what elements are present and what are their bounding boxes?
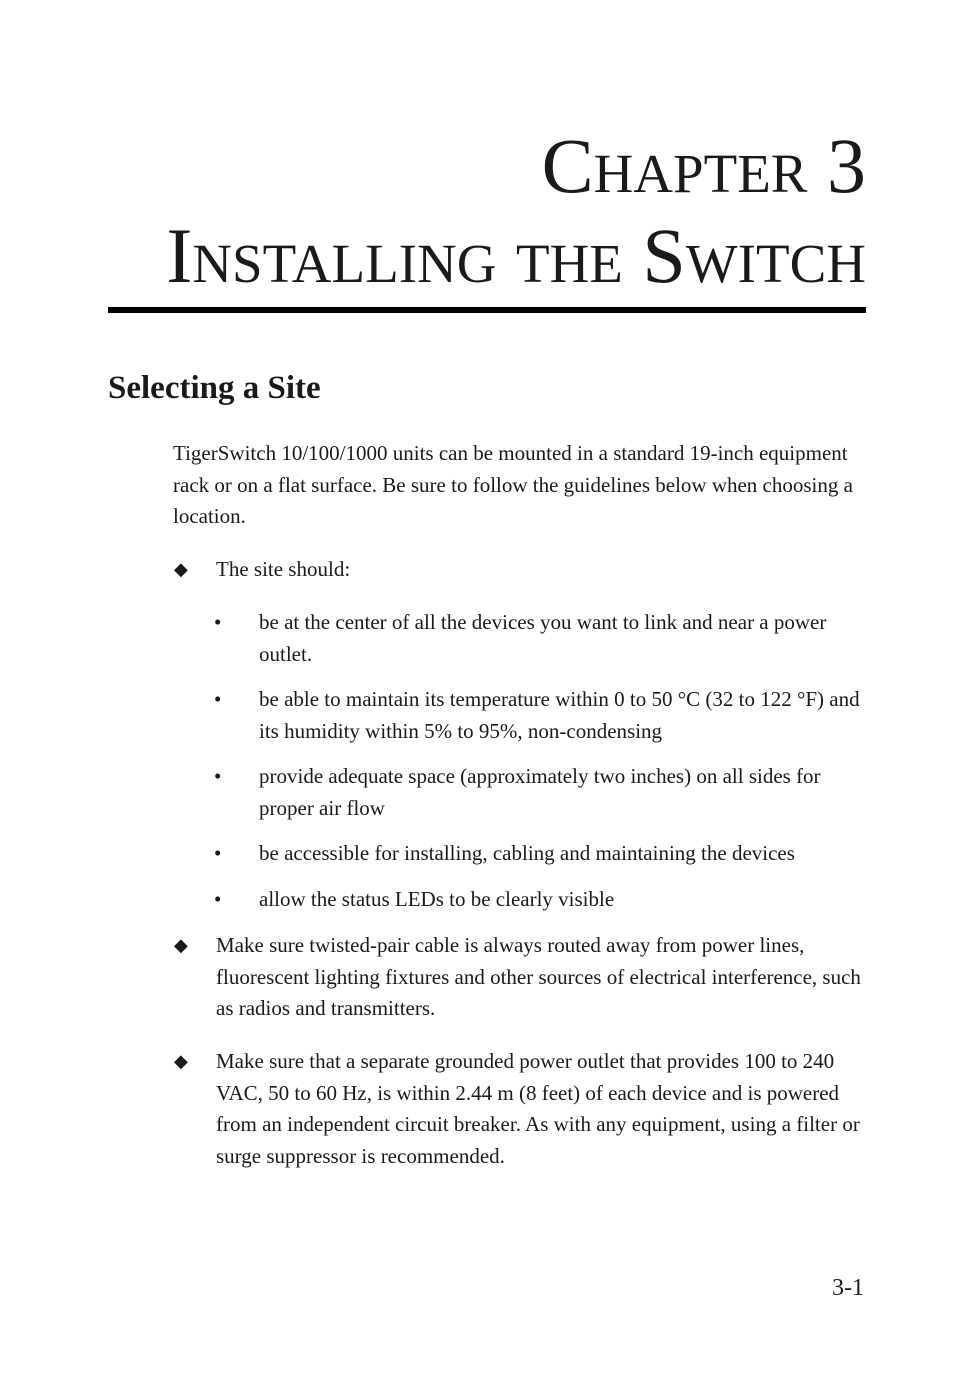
section-heading: Selecting a Site	[108, 370, 321, 406]
intro-paragraph: TigerSwitch 10/100/1000 units can be mounted in a standard 19-inch equipment rack or on a flat surface. Be sure to follow the guidelines below when choosing a location.	[173, 441, 853, 528]
diamond-bullet-icon: ◆	[174, 1051, 188, 1071]
chapter-title: Installing the Switch	[166, 212, 866, 299]
diamond-bullet-icon: ◆	[174, 935, 188, 955]
bullet-dot-icon: •	[214, 610, 222, 634]
bullet-dot-icon: •	[214, 841, 222, 865]
site-requirement-item: be accessible for installing, cabling and maintaining the devices	[259, 841, 795, 865]
chapter-divider-rule	[108, 307, 866, 313]
chapter-number: Chapter 3	[541, 122, 866, 209]
guideline-item: Make sure that a separate grounded power outlet that provides 100 to 240 VAC, 50 to 60 Hz, is within 2.44 m (8 feet) of each device and is powered from an independent circuit breaker. As with any equipment, using a filter or surge suppressor is recommended.	[216, 1049, 860, 1168]
page-number: 3-1	[832, 1275, 864, 1301]
site-requirement-item: provide adequate space (approximately two inches) on all sides for proper air flow	[259, 764, 821, 820]
bullet-dot-icon: •	[214, 887, 222, 911]
bullet-dot-icon: •	[214, 764, 222, 788]
site-requirement-item: be at the center of all the devices you want to link and near a power outlet.	[259, 610, 827, 666]
guideline-item: Make sure twisted-pair cable is always routed away from power lines, fluorescent lighting fixtures and other sources of electrical interference, such as radios and transmitters.	[216, 933, 861, 1020]
site-requirement-item: be able to maintain its temperature within 0 to 50 °C (32 to 122 °F) and its humidity within 5% to 95%, non-condensing	[259, 687, 860, 743]
site-list-label: The site should:	[216, 557, 351, 581]
bullet-dot-icon: •	[214, 687, 222, 711]
diamond-bullet-icon: ◆	[174, 559, 188, 579]
site-requirement-item: allow the status LEDs to be clearly visible	[259, 887, 615, 911]
